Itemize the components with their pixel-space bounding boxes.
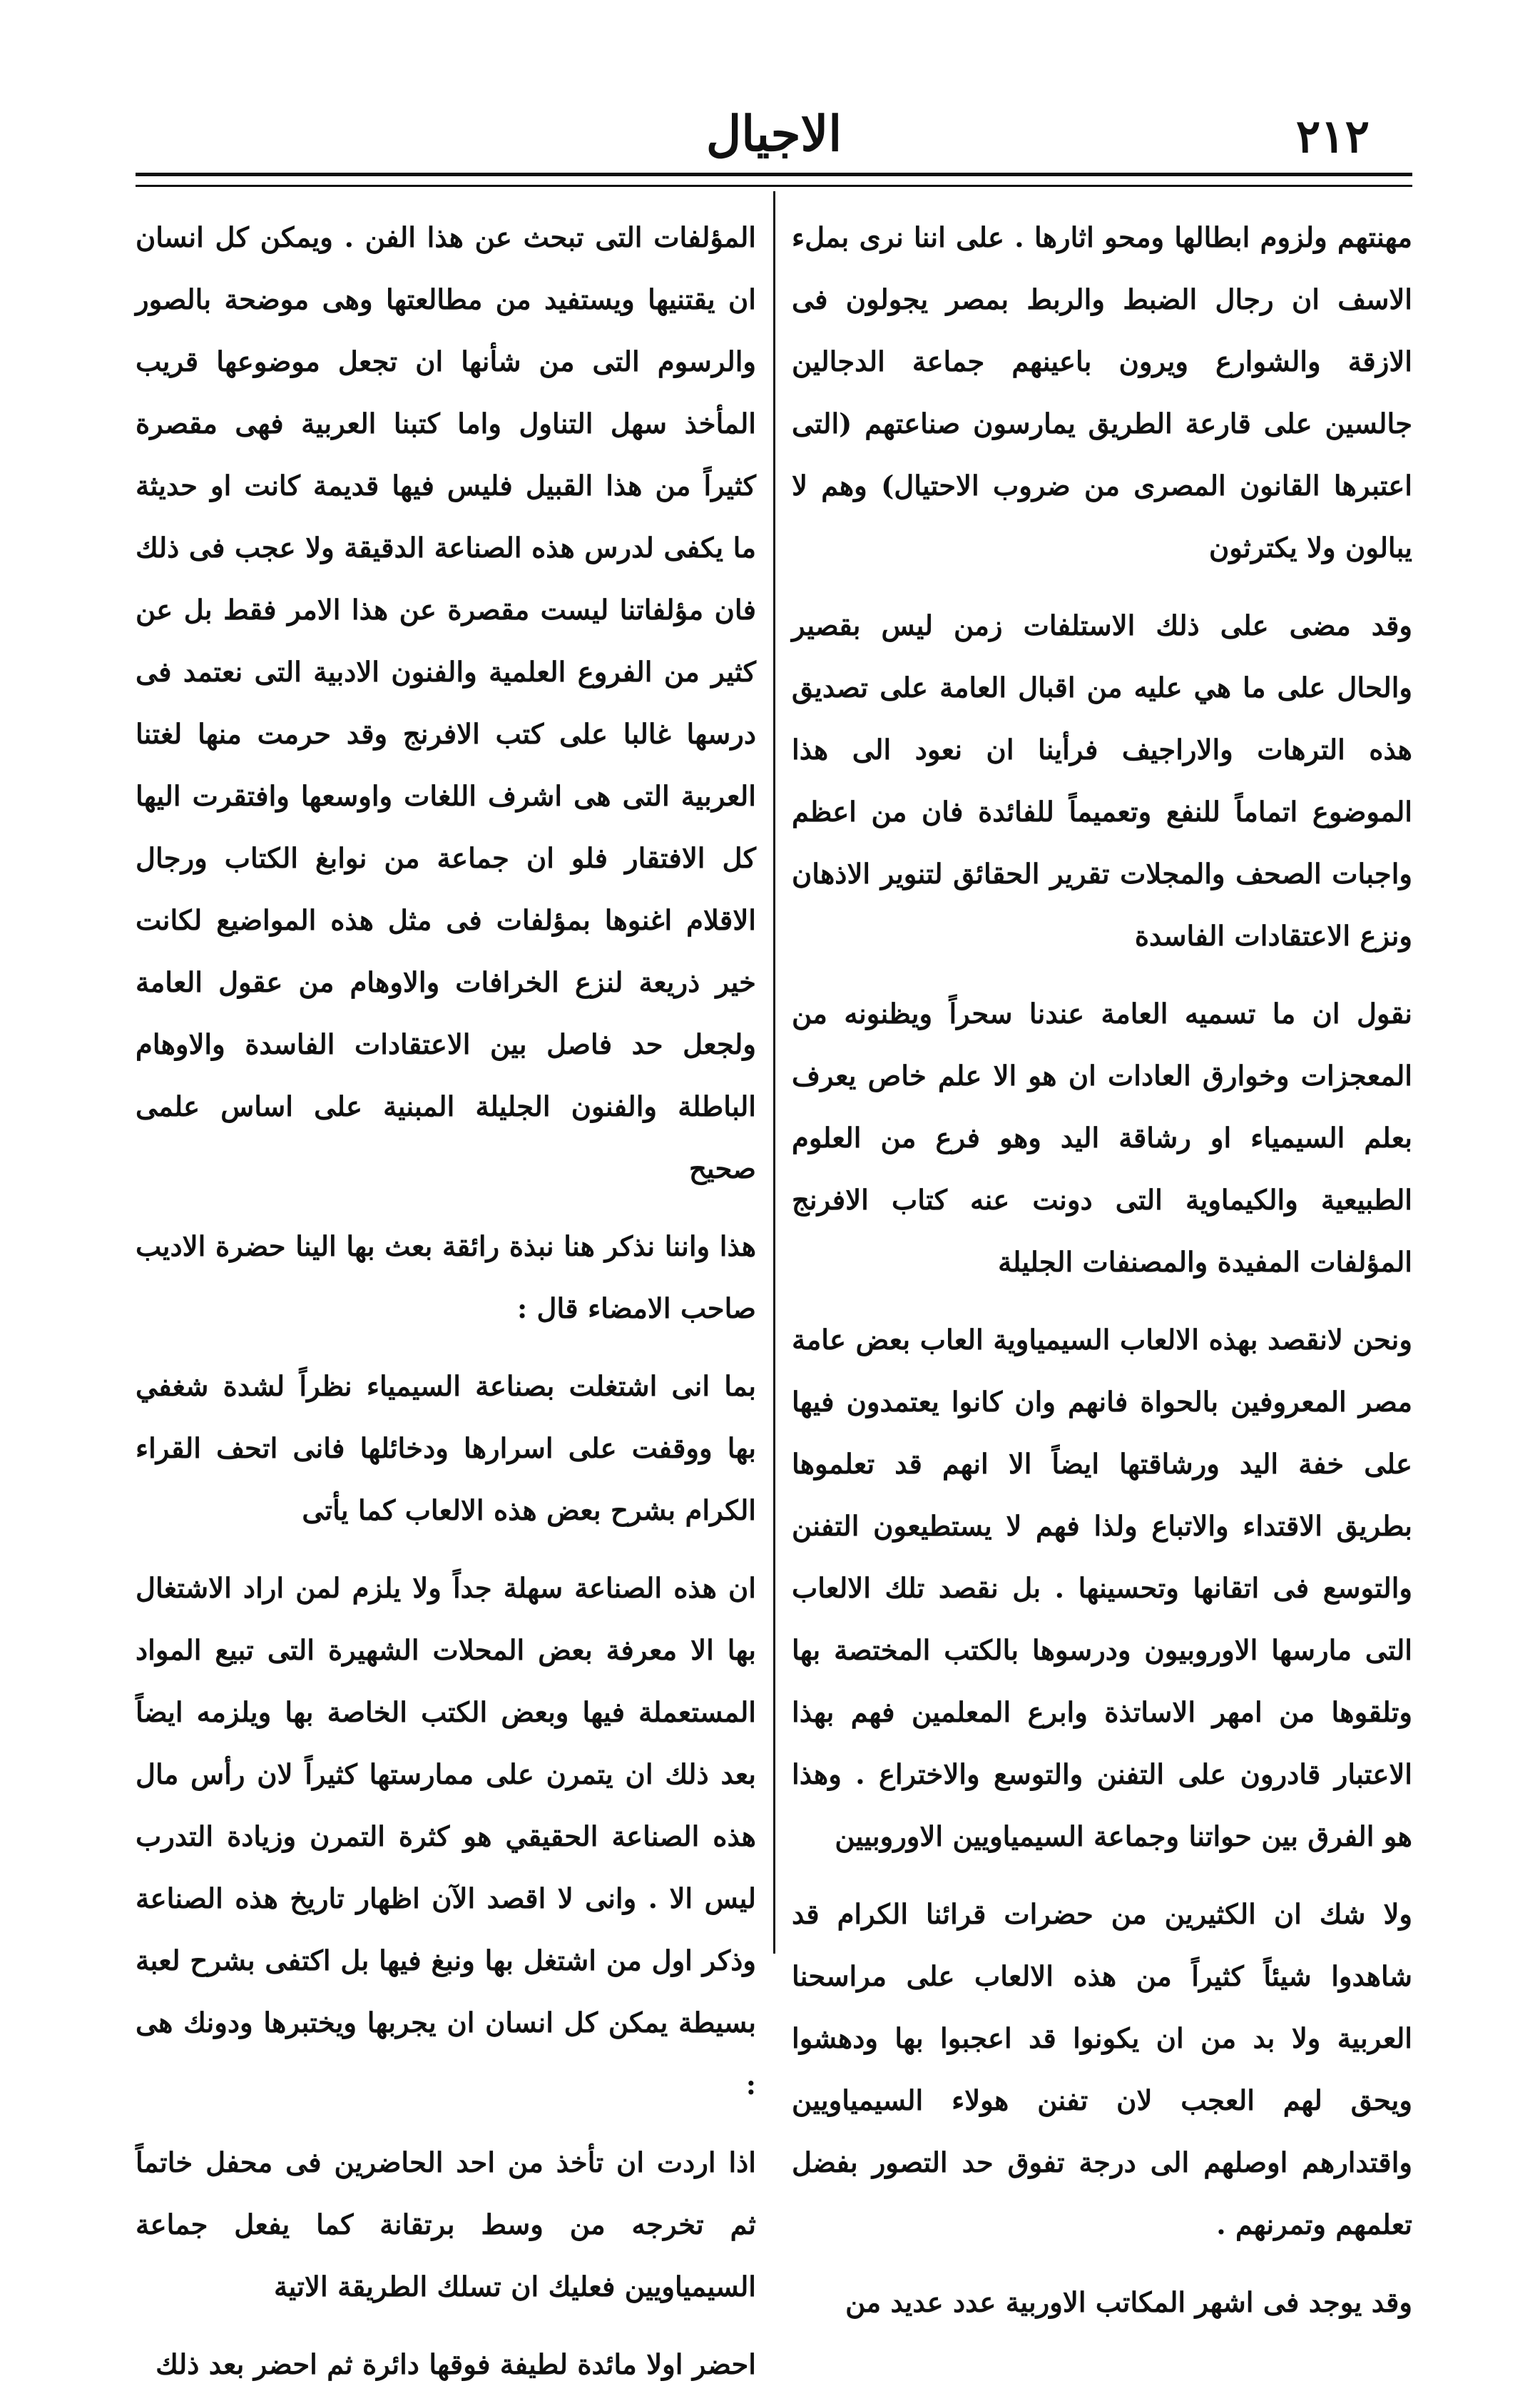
right-column — [792, 207, 1412, 2319]
paragraph: وقد مضى على ذلك الاستلفات زمن ليس بقصير والحال على ما هي عليه من اقبال العامة على تصديق هذه الترهات والاراجيف فرأينا ان نعود الى هذا الموضوع اتماماً للنفع وتعميماً للفائدة فان من اعظم واجبات الصحف والمجلات تقرير الحقائق لتنوير الاذهان ونزع الاعتقادات الفاسدة — [792, 610, 1412, 953]
paragraph: احضر اولا مائدة لطيفة فوقها دائرة ثم احضر بعد ذلك — [155, 2349, 756, 2381]
paragraph: المؤلفات التى تبحث عن هذا الفن . ويمكن كل انسان ان يقتنيها ويستفيد من مطالعتها وهى موضحة بالصور والرسوم التى من شأنها ان تجعل موضوعها قريب المأخذ سهل التناول واما كتبنا العربية فهى مقصرة كثيراً من هذا القبيل فليس فيها قديمة كانت او حديثة ما يكفى لدرس هذه الصناعة الدقيقة ولا عجب فى ذلك فان مؤلفاتنا ليست مقصرة عن هذا الامر فقط بل عن كثير من الفروع العلمية والفنون الادبية التى نعتمد فى درسها غالبا على كتب الافرنج وقد حرمت منها لغتنا العربية التى هى اشرف اللغات واوسعها وافتقرت اليها كل الافتقار فلو ان جماعة من نوابغ الكتاب ورجال الاقلام اغنوها بمؤلفات فى مثل هذه المواضيع لكانت خير ذريعة لنزع الخرافات والاوهام من عقول العامة ولجعل حد فاصل بين الاعتقادات الفاسدة والاوهام الباطلة والفنون الجليلة المبنية على اساس علمى صحيح — [136, 222, 756, 1185]
paragraph: هذا واننا نذكر هنا نبذة رائقة بعث بها الينا حضرة الاديب صاحب الامضاء قال : — [136, 1231, 756, 1325]
paragraph: ونحن لانقصد بهذه الالعاب السيمياوية العاب بعض عامة مصر المعروفين بالحواة فانهم وان كانوا يعتمدون فيها على خفة اليد ورشاقتها ايضاً الا انهم قد تعلموها بطريق الاقتداء والاتباع ولذا فهم لا يستطيعون التفنن والتوسع فى اتقانها وتحسينها . بل نقصد تلك الالعاب التى مارسها الاوروبيون ودرسوها بالكتب المختصة بها وتلقوها من امهر الاساتذة وابرع المعلمين فهم بهذا الاعتبار قادرون على التفنن والتوسع والاختراع . وهذا هو الفرق بين حواتنا وجماعة السيمياويين الاوروبيين — [792, 1324, 1412, 1853]
paragraph: اذا اردت ان تأخذ من احد الحاضرين فى محفل خاتماً ثم تخرجه من وسط برتقانة كما يفعل جماعة السيمياويين فعليك ان تسلك الطريقة الاتية — [136, 2147, 756, 2303]
page-number: ٢١٢ — [1295, 110, 1370, 163]
journal-title: الاجيال — [705, 106, 842, 163]
paragraph: ولا شك ان الكثيرين من حضرات قرائنا الكرام قد شاهدوا شيئاً كثيراً من هذه الالعاب على مراسحنا العربية ولا بد من ان يكونوا قد اعجبوا بها ودهشوا ويحق لهم العجب لان تفنن هولاء السيمياويين واقتدارهم اوصلهم الى درجة تفوق حد التصور بفضل تعلمهم وتمرنهم . — [792, 1899, 1412, 2241]
page-header — [136, 86, 1412, 178]
paragraph: مهنتهم ولزوم ابطالها ومحو اثارها . على اننا نرى بملء الاسف ان رجال الضبط والربط بمصر يجولون فى الازقة والشوارع ويرون باعينهم جماعة الدجالين جالسين على قارعة الطريق يمارسون صناعتهم (التى اعتبرها القانون المصرى من ضروب الاحتيال) وهم لا يبالون ولا يكترثون — [792, 222, 1412, 564]
left-column — [136, 207, 756, 2381]
paragraph: نقول ان ما تسميه العامة عندنا سحراً ويظنونه من المعجزات وخوارق العادات ان هو الا علم خاص يعرف بعلم السيمياء او رشاقة اليد وهو فرع من العلوم الطبيعية والكيماوية التى دونت عنه كتاب الافرنج المؤلفات المفيدة والمصنفات الجليلة — [792, 998, 1412, 1279]
column-divider — [773, 191, 775, 1954]
paragraph: وقد يوجد فى اشهر المكاتب الاوربية عدد عديد من — [845, 2287, 1412, 2319]
header-double-rule — [136, 173, 1412, 187]
paragraph: ان هذه الصناعة سهلة جداً ولا يلزم لمن اراد الاشتغال بها الا معرفة بعض المحلات الشهيرة التى تبيع المواد المستعملة فيها وبعض الكتب الخاصة بها ويلزمه ايضاً بعد ذلك ان يتمرن على ممارستها كثيراً لان رأس مال هذه الصناعة الحقيقي هو كثرة التمرن وزيادة التدرب ليس الا . وانى لا اقصد الآن اظهار تاريخ هذه الصناعة وذكر اول من اشتغل بها ونبغ فيها بل اكتفى بشرح لعبة بسيطة يمكن كل انسان ان يجربها ويختبرها ودونك هى : — [136, 1573, 756, 2101]
paragraph: بما انى اشتغلت بصناعة السيمياء نظراً لشدة شغفي بها ووقفت على اسرارها ودخائلها فانى اتحف القراء الكرام بشرح بعض هذه الالعاب كما يأتى — [136, 1371, 756, 1527]
